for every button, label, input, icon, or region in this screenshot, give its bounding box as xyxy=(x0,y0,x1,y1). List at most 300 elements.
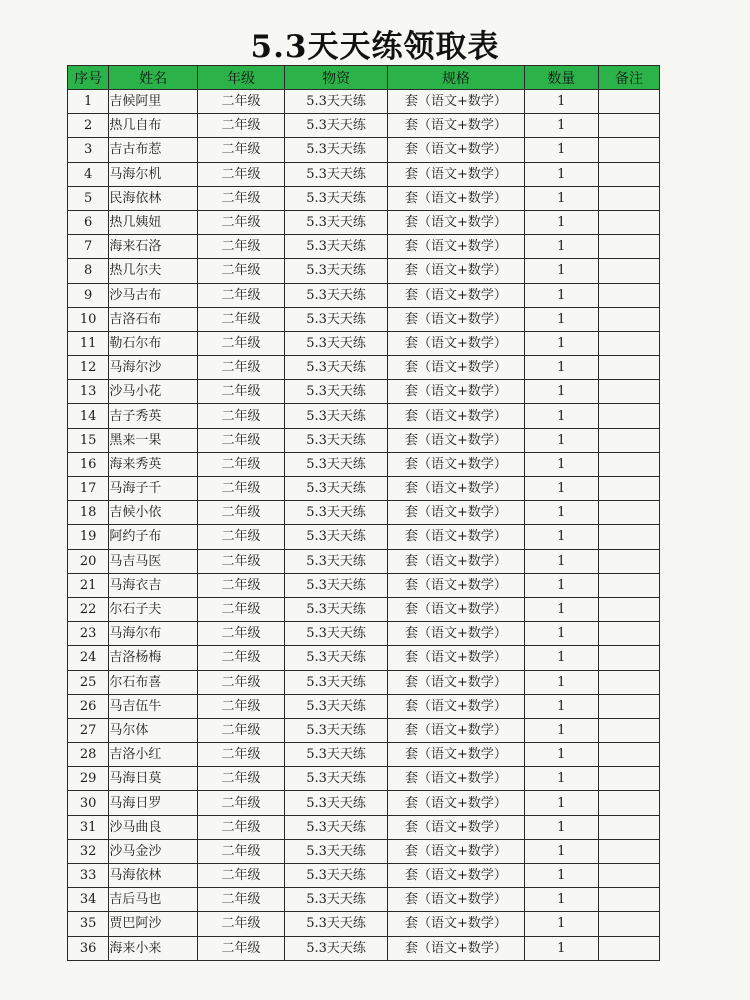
table-row xyxy=(68,186,660,210)
spec-cell: 套（语文+数学） xyxy=(388,622,524,646)
remark-cell xyxy=(599,235,660,259)
remark-cell xyxy=(599,815,660,839)
student-name: 吉子秀英 xyxy=(109,404,198,428)
row-number: 2 xyxy=(68,114,109,138)
spec-cell: 套（语文+数学） xyxy=(388,356,524,380)
student-name: 马海子千 xyxy=(109,477,198,501)
grade-cell: 二年级 xyxy=(198,864,285,888)
row-number: 22 xyxy=(68,597,109,621)
table-row xyxy=(68,452,660,476)
row-number: 30 xyxy=(68,791,109,815)
table-row xyxy=(68,138,660,162)
quantity-cell: 1 xyxy=(524,452,598,476)
spec-cell: 套（语文+数学） xyxy=(388,307,524,331)
spec-cell: 套（语文+数学） xyxy=(388,694,524,718)
grade-cell: 二年级 xyxy=(198,815,285,839)
quantity-cell: 1 xyxy=(524,888,598,912)
remark-cell xyxy=(599,307,660,331)
table-row xyxy=(68,259,660,283)
student-name: 沙马金沙 xyxy=(109,839,198,863)
student-name: 海来小来 xyxy=(109,936,198,960)
student-name: 民海依林 xyxy=(109,186,198,210)
quantity-cell: 1 xyxy=(524,525,598,549)
remark-cell xyxy=(599,573,660,597)
row-number: 26 xyxy=(68,694,109,718)
grade-cell: 二年级 xyxy=(198,743,285,767)
remark-cell xyxy=(599,912,660,936)
row-number: 32 xyxy=(68,839,109,863)
quantity-cell: 1 xyxy=(524,428,598,452)
student-name: 吉古布惹 xyxy=(109,138,198,162)
spec-cell: 套（语文+数学） xyxy=(388,718,524,742)
row-number: 28 xyxy=(68,743,109,767)
grade-cell: 二年级 xyxy=(198,936,285,960)
remark-cell xyxy=(599,331,660,355)
row-number: 36 xyxy=(68,936,109,960)
grade-cell: 二年级 xyxy=(198,767,285,791)
column-header-no: 序号 xyxy=(68,66,109,90)
student-name: 吉洛杨梅 xyxy=(109,646,198,670)
student-name: 马海尔沙 xyxy=(109,356,198,380)
grade-cell: 二年级 xyxy=(198,90,285,114)
remark-cell xyxy=(599,259,660,283)
quantity-cell: 1 xyxy=(524,331,598,355)
remark-cell xyxy=(599,380,660,404)
material-cell: 5.3天天练 xyxy=(284,162,387,186)
remark-cell xyxy=(599,718,660,742)
remark-cell xyxy=(599,743,660,767)
table-row xyxy=(68,573,660,597)
spec-cell: 套（语文+数学） xyxy=(388,477,524,501)
row-number: 31 xyxy=(68,815,109,839)
student-name: 马吉伍牛 xyxy=(109,694,198,718)
grade-cell: 二年级 xyxy=(198,210,285,234)
header-row xyxy=(68,66,660,90)
remark-cell xyxy=(599,356,660,380)
spec-cell: 套（语文+数学） xyxy=(388,839,524,863)
quantity-cell: 1 xyxy=(524,404,598,428)
student-name: 勒石尔布 xyxy=(109,331,198,355)
row-number: 29 xyxy=(68,767,109,791)
grade-cell: 二年级 xyxy=(198,283,285,307)
grade-cell: 二年级 xyxy=(198,839,285,863)
quantity-cell: 1 xyxy=(524,235,598,259)
material-cell: 5.3天天练 xyxy=(284,597,387,621)
grade-cell: 二年级 xyxy=(198,452,285,476)
row-number: 34 xyxy=(68,888,109,912)
remark-cell xyxy=(599,597,660,621)
table-row xyxy=(68,404,660,428)
spec-cell: 套（语文+数学） xyxy=(388,525,524,549)
material-cell: 5.3天天练 xyxy=(284,936,387,960)
remark-cell xyxy=(599,767,660,791)
quantity-cell: 1 xyxy=(524,162,598,186)
table-row xyxy=(68,888,660,912)
table-row xyxy=(68,864,660,888)
table-row xyxy=(68,356,660,380)
material-cell: 5.3天天练 xyxy=(284,670,387,694)
table-row xyxy=(68,307,660,331)
student-name: 马海衣吉 xyxy=(109,573,198,597)
remark-cell xyxy=(599,501,660,525)
student-name: 海来秀英 xyxy=(109,452,198,476)
spec-cell: 套（语文+数学） xyxy=(388,646,524,670)
grade-cell: 二年级 xyxy=(198,646,285,670)
material-cell: 5.3天天练 xyxy=(284,549,387,573)
student-name: 马尔体 xyxy=(109,718,198,742)
quantity-cell: 1 xyxy=(524,670,598,694)
remark-cell xyxy=(599,888,660,912)
column-header-remark: 备注 xyxy=(599,66,660,90)
student-name: 海来石洛 xyxy=(109,235,198,259)
quantity-cell: 1 xyxy=(524,90,598,114)
table-row xyxy=(68,549,660,573)
table-row xyxy=(68,622,660,646)
spec-cell: 套（语文+数学） xyxy=(388,936,524,960)
material-cell: 5.3天天练 xyxy=(284,743,387,767)
quantity-cell: 1 xyxy=(524,597,598,621)
quantity-cell: 1 xyxy=(524,646,598,670)
student-name: 阿约子布 xyxy=(109,525,198,549)
page-title: 5.3天天练领取表 xyxy=(250,29,500,65)
grade-cell: 二年级 xyxy=(198,404,285,428)
row-number: 17 xyxy=(68,477,109,501)
grade-cell: 二年级 xyxy=(198,356,285,380)
table-row xyxy=(68,743,660,767)
table-row xyxy=(68,936,660,960)
row-number: 35 xyxy=(68,912,109,936)
quantity-cell: 1 xyxy=(524,839,598,863)
quantity-cell: 1 xyxy=(524,307,598,331)
remark-cell xyxy=(599,210,660,234)
row-number: 5 xyxy=(68,186,109,210)
row-number: 19 xyxy=(68,525,109,549)
spec-cell: 套（语文+数学） xyxy=(388,573,524,597)
remark-cell xyxy=(599,525,660,549)
grade-cell: 二年级 xyxy=(198,549,285,573)
student-name: 热几自布 xyxy=(109,114,198,138)
row-number: 3 xyxy=(68,138,109,162)
quantity-cell: 1 xyxy=(524,573,598,597)
table-row xyxy=(68,767,660,791)
table-row xyxy=(68,235,660,259)
row-number: 10 xyxy=(68,307,109,331)
table-row xyxy=(68,646,660,670)
row-number: 9 xyxy=(68,283,109,307)
student-name: 吉后马也 xyxy=(109,888,198,912)
material-cell: 5.3天天练 xyxy=(284,210,387,234)
student-name: 尔石布喜 xyxy=(109,670,198,694)
remark-cell xyxy=(599,162,660,186)
column-header-grade: 年级 xyxy=(198,66,285,90)
spec-cell: 套（语文+数学） xyxy=(388,259,524,283)
row-number: 12 xyxy=(68,356,109,380)
material-cell: 5.3天天练 xyxy=(284,186,387,210)
grade-cell: 二年级 xyxy=(198,670,285,694)
student-name: 黑来一果 xyxy=(109,428,198,452)
material-cell: 5.3天天练 xyxy=(284,622,387,646)
remark-cell xyxy=(599,646,660,670)
table-row xyxy=(68,670,660,694)
table-row xyxy=(68,912,660,936)
remark-cell xyxy=(599,694,660,718)
table-row xyxy=(68,501,660,525)
spec-cell: 套（语文+数学） xyxy=(388,283,524,307)
material-cell: 5.3天天练 xyxy=(284,767,387,791)
quantity-cell: 1 xyxy=(524,549,598,573)
grade-cell: 二年级 xyxy=(198,138,285,162)
remark-cell xyxy=(599,864,660,888)
material-cell: 5.3天天练 xyxy=(284,912,387,936)
quantity-cell: 1 xyxy=(524,477,598,501)
table-header xyxy=(68,66,660,90)
student-name: 沙马曲良 xyxy=(109,815,198,839)
student-name: 马海尔机 xyxy=(109,162,198,186)
material-cell: 5.3天天练 xyxy=(284,791,387,815)
grade-cell: 二年级 xyxy=(198,162,285,186)
grade-cell: 二年级 xyxy=(198,694,285,718)
quantity-cell: 1 xyxy=(524,767,598,791)
grade-cell: 二年级 xyxy=(198,597,285,621)
material-cell: 5.3天天练 xyxy=(284,839,387,863)
table-row xyxy=(68,525,660,549)
table-row xyxy=(68,839,660,863)
remark-cell xyxy=(599,283,660,307)
material-cell: 5.3天天练 xyxy=(284,573,387,597)
row-number: 25 xyxy=(68,670,109,694)
table-row xyxy=(68,90,660,114)
material-cell: 5.3天天练 xyxy=(284,259,387,283)
grade-cell: 二年级 xyxy=(198,428,285,452)
table-row xyxy=(68,283,660,307)
quantity-cell: 1 xyxy=(524,356,598,380)
row-number: 20 xyxy=(68,549,109,573)
quantity-cell: 1 xyxy=(524,622,598,646)
remark-cell xyxy=(599,670,660,694)
column-header-material: 物资 xyxy=(284,66,387,90)
material-cell: 5.3天天练 xyxy=(284,356,387,380)
spec-cell: 套（语文+数学） xyxy=(388,597,524,621)
quantity-cell: 1 xyxy=(524,380,598,404)
grade-cell: 二年级 xyxy=(198,888,285,912)
quantity-cell: 1 xyxy=(524,743,598,767)
student-name: 马海日罗 xyxy=(109,791,198,815)
quantity-cell: 1 xyxy=(524,283,598,307)
material-cell: 5.3天天练 xyxy=(284,428,387,452)
spec-cell: 套（语文+数学） xyxy=(388,186,524,210)
quantity-cell: 1 xyxy=(524,114,598,138)
row-number: 15 xyxy=(68,428,109,452)
table-row xyxy=(68,380,660,404)
material-cell: 5.3天天练 xyxy=(284,525,387,549)
student-name: 沙马古布 xyxy=(109,283,198,307)
remark-cell xyxy=(599,936,660,960)
spec-cell: 套（语文+数学） xyxy=(388,235,524,259)
material-cell: 5.3天天练 xyxy=(284,718,387,742)
grade-cell: 二年级 xyxy=(198,718,285,742)
row-number: 11 xyxy=(68,331,109,355)
column-header-spec: 规格 xyxy=(388,66,524,90)
row-number: 27 xyxy=(68,718,109,742)
grade-cell: 二年级 xyxy=(198,525,285,549)
row-number: 8 xyxy=(68,259,109,283)
row-number: 24 xyxy=(68,646,109,670)
material-cell: 5.3天天练 xyxy=(284,888,387,912)
quantity-cell: 1 xyxy=(524,718,598,742)
material-cell: 5.3天天练 xyxy=(284,646,387,670)
quantity-cell: 1 xyxy=(524,936,598,960)
remark-cell xyxy=(599,622,660,646)
table-row xyxy=(68,331,660,355)
student-name: 马海依林 xyxy=(109,864,198,888)
row-number: 21 xyxy=(68,573,109,597)
student-name: 热几姨妞 xyxy=(109,210,198,234)
table-row xyxy=(68,791,660,815)
material-cell: 5.3天天练 xyxy=(284,501,387,525)
student-name: 马海日莫 xyxy=(109,767,198,791)
spec-cell: 套（语文+数学） xyxy=(388,404,524,428)
row-number: 1 xyxy=(68,90,109,114)
spec-cell: 套（语文+数学） xyxy=(388,670,524,694)
table-row xyxy=(68,477,660,501)
row-number: 4 xyxy=(68,162,109,186)
grade-cell: 二年级 xyxy=(198,259,285,283)
spec-cell: 套（语文+数学） xyxy=(388,162,524,186)
student-name: 热几尔夫 xyxy=(109,259,198,283)
remark-cell xyxy=(599,90,660,114)
distribution-table xyxy=(67,65,660,961)
quantity-cell: 1 xyxy=(524,864,598,888)
remark-cell xyxy=(599,114,660,138)
quantity-cell: 1 xyxy=(524,210,598,234)
table-body xyxy=(68,90,660,961)
remark-cell xyxy=(599,138,660,162)
material-cell: 5.3天天练 xyxy=(284,307,387,331)
spec-cell: 套（语文+数学） xyxy=(388,452,524,476)
student-name: 吉洛小红 xyxy=(109,743,198,767)
spec-cell: 套（语文+数学） xyxy=(388,138,524,162)
column-header-qty: 数量 xyxy=(524,66,598,90)
grade-cell: 二年级 xyxy=(198,573,285,597)
material-cell: 5.3天天练 xyxy=(284,138,387,162)
remark-cell xyxy=(599,791,660,815)
spec-cell: 套（语文+数学） xyxy=(388,864,524,888)
table-row xyxy=(68,428,660,452)
material-cell: 5.3天天练 xyxy=(284,452,387,476)
grade-cell: 二年级 xyxy=(198,791,285,815)
material-cell: 5.3天天练 xyxy=(284,864,387,888)
material-cell: 5.3天天练 xyxy=(284,404,387,428)
spec-cell: 套（语文+数学） xyxy=(388,380,524,404)
student-name: 吉候小依 xyxy=(109,501,198,525)
material-cell: 5.3天天练 xyxy=(284,331,387,355)
table-row xyxy=(68,718,660,742)
row-number: 7 xyxy=(68,235,109,259)
material-cell: 5.3天天练 xyxy=(284,90,387,114)
remark-cell xyxy=(599,186,660,210)
table-row xyxy=(68,162,660,186)
student-name: 马吉马医 xyxy=(109,549,198,573)
spec-cell: 套（语文+数学） xyxy=(388,791,524,815)
row-number: 23 xyxy=(68,622,109,646)
student-name: 马海尔布 xyxy=(109,622,198,646)
table-row xyxy=(68,694,660,718)
material-cell: 5.3天天练 xyxy=(284,815,387,839)
quantity-cell: 1 xyxy=(524,694,598,718)
material-cell: 5.3天天练 xyxy=(284,235,387,259)
remark-cell xyxy=(599,404,660,428)
student-name: 沙马小花 xyxy=(109,380,198,404)
remark-cell xyxy=(599,549,660,573)
spec-cell: 套（语文+数学） xyxy=(388,331,524,355)
table-row xyxy=(68,114,660,138)
grade-cell: 二年级 xyxy=(198,307,285,331)
row-number: 33 xyxy=(68,864,109,888)
row-number: 14 xyxy=(68,404,109,428)
remark-cell xyxy=(599,452,660,476)
quantity-cell: 1 xyxy=(524,791,598,815)
student-name: 吉候阿里 xyxy=(109,90,198,114)
material-cell: 5.3天天练 xyxy=(284,477,387,501)
spec-cell: 套（语文+数学） xyxy=(388,210,524,234)
student-name: 贾巴阿沙 xyxy=(109,912,198,936)
spec-cell: 套（语文+数学） xyxy=(388,815,524,839)
material-cell: 5.3天天练 xyxy=(284,694,387,718)
spec-cell: 套（语文+数学） xyxy=(388,501,524,525)
row-number: 16 xyxy=(68,452,109,476)
spec-cell: 套（语文+数学） xyxy=(388,428,524,452)
grade-cell: 二年级 xyxy=(198,912,285,936)
spec-cell: 套（语文+数学） xyxy=(388,549,524,573)
row-number: 18 xyxy=(68,501,109,525)
student-name: 尔石子夫 xyxy=(109,597,198,621)
remark-cell xyxy=(599,428,660,452)
grade-cell: 二年级 xyxy=(198,235,285,259)
spec-cell: 套（语文+数学） xyxy=(388,114,524,138)
spec-cell: 套（语文+数学） xyxy=(388,767,524,791)
grade-cell: 二年级 xyxy=(198,331,285,355)
row-number: 13 xyxy=(68,380,109,404)
grade-cell: 二年级 xyxy=(198,380,285,404)
table-row xyxy=(68,210,660,234)
table-row xyxy=(68,597,660,621)
remark-cell xyxy=(599,839,660,863)
grade-cell: 二年级 xyxy=(198,622,285,646)
grade-cell: 二年级 xyxy=(198,477,285,501)
quantity-cell: 1 xyxy=(524,912,598,936)
grade-cell: 二年级 xyxy=(198,114,285,138)
spec-cell: 套（语文+数学） xyxy=(388,743,524,767)
column-header-name: 姓名 xyxy=(109,66,198,90)
spec-cell: 套（语文+数学） xyxy=(388,912,524,936)
grade-cell: 二年级 xyxy=(198,186,285,210)
quantity-cell: 1 xyxy=(524,259,598,283)
remark-cell xyxy=(599,477,660,501)
student-name: 吉洛石布 xyxy=(109,307,198,331)
material-cell: 5.3天天练 xyxy=(284,380,387,404)
material-cell: 5.3天天练 xyxy=(284,283,387,307)
row-number: 6 xyxy=(68,210,109,234)
quantity-cell: 1 xyxy=(524,138,598,162)
material-cell: 5.3天天练 xyxy=(284,114,387,138)
grade-cell: 二年级 xyxy=(198,501,285,525)
spec-cell: 套（语文+数学） xyxy=(388,888,524,912)
quantity-cell: 1 xyxy=(524,815,598,839)
quantity-cell: 1 xyxy=(524,186,598,210)
table-row xyxy=(68,815,660,839)
quantity-cell: 1 xyxy=(524,501,598,525)
spec-cell: 套（语文+数学） xyxy=(388,90,524,114)
